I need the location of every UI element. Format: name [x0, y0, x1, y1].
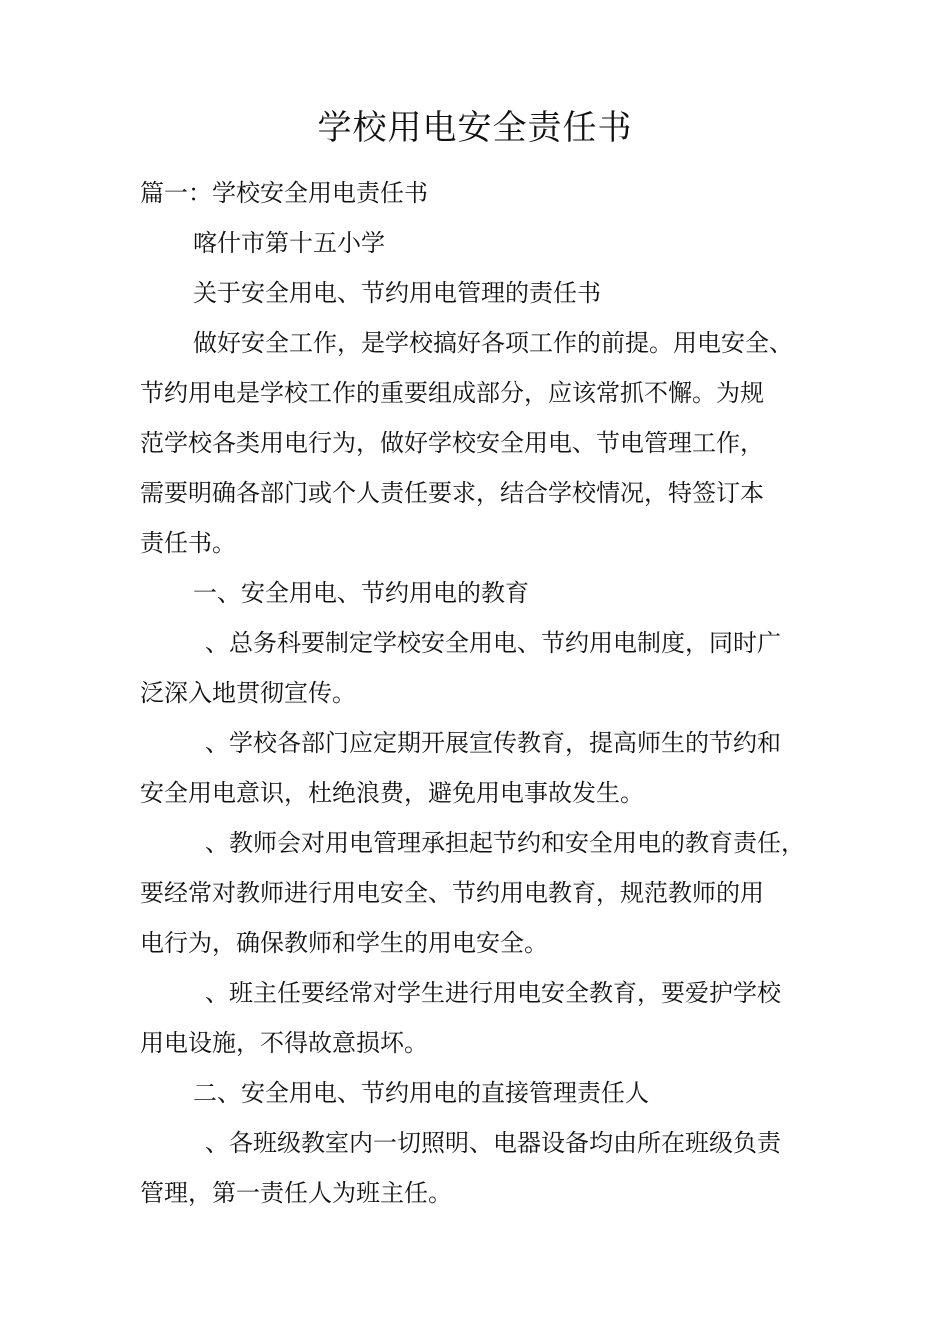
- school-name: 喀什市第十五小学: [193, 229, 385, 257]
- paragraph-line: 责任书。: [140, 529, 236, 557]
- section-heading: 二、安全用电、节约用电的直接管理责任人: [193, 1079, 649, 1107]
- list-item-line: 管理，第一责任人为班主任。: [140, 1179, 452, 1207]
- paragraph-line: 节约用电是学校工作的重要组成部分，应该常抓不懈。为规: [140, 379, 764, 407]
- list-item-line: 、班主任要经常对学生进行用电安全教育，要爱护学校: [205, 979, 781, 1007]
- document-title: 学校用电安全责任书: [317, 108, 633, 148]
- list-item-line: 要经常对教师进行用电安全、节约用电教育，规范教师的用: [140, 879, 764, 907]
- section-heading: 一、安全用电、节约用电的教育: [193, 579, 529, 607]
- list-item-line: 、教师会对用电管理承担起节约和安全用电的教育责任，: [205, 829, 805, 857]
- paragraph-line: 需要明确各部门或个人责任要求，结合学校情况，特签订本: [140, 479, 764, 507]
- list-item-line: 、各班级教室内一切照明、电器设备均由所在班级负责: [205, 1129, 781, 1157]
- subtitle: 关于安全用电、节约用电管理的责任书: [193, 279, 601, 307]
- list-item-line: 泛深入地贯彻宣传。: [140, 679, 356, 707]
- list-item-line: 电行为，确保教师和学生的用电安全。: [140, 929, 548, 957]
- paragraph-line: 做好安全工作，是学校搞好各项工作的前提。用电安全、: [193, 329, 793, 357]
- paragraph-line: 范学校各类用电行为，做好学校安全用电、节电管理工作，: [140, 429, 764, 457]
- section-heading-1: 篇一：学校安全用电责任书: [140, 179, 428, 207]
- list-item-line: 安全用电意识，杜绝浪费，避免用电事故发生。: [140, 779, 644, 807]
- list-item-line: 、学校各部门应定期开展宣传教育，提高师生的节约和: [205, 729, 781, 757]
- list-item-line: 、总务科要制定学校安全用电、节约用电制度，同时广: [205, 629, 781, 657]
- list-item-line: 用电设施，不得故意损坏。: [140, 1029, 428, 1057]
